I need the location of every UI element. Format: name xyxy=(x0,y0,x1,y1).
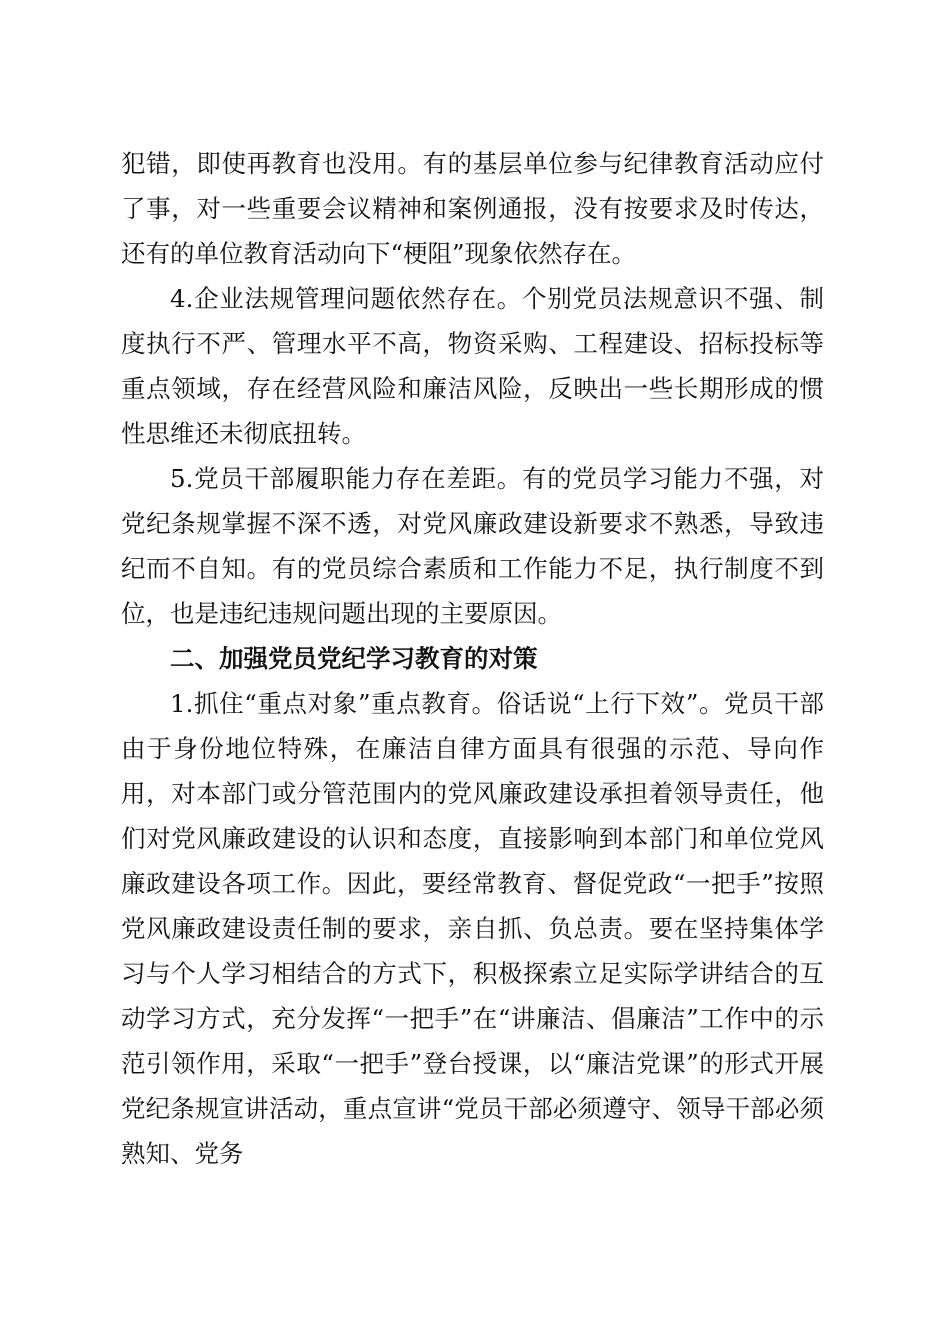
paragraph-capability-gap-issue: 5.党员干部履职能力存在差距。有的党员学习能力不强，对党纪条规掌握不深不透，对党风廉政建设新要求不熟悉，导致违纪而不自知。有的党员综合素质和工作能力不足，执行制度不到位，也是违纪违规问题出现的主要原因。 xyxy=(121,464,824,628)
document-page xyxy=(121,141,824,1176)
section-heading-countermeasures: 二、加强党员党纪学习教育的对策 xyxy=(170,644,538,673)
paragraph-enterprise-regulation-issue: 4.企业法规管理问题依然存在。个别党员法规意识不强、制度执行不严、管理水平不高，物资采购、工程建设、招标投标等重点领域，存在经营风险和廉洁风险，反映出一些长期形成的惯性思维还未彻底扭转。 xyxy=(121,284,824,448)
paragraph-key-target-education: 1.抓住“重点对象”重点教育。俗话说“上行下效”。党员干部由于身份地位特殊，在廉洁自律方面具有很强的示范、导向作用，对本部门或分管范围内的党风廉政建设承担着领导责任，他们对党风廉政建设的认识和态度，直接影响到本部门和单位党风廉政建设各项工作。因此，要经常教育、督促党政“一把手”按照党风廉政建设责任制的要求，亲自抓、负总责。要在坚持集体学习与个人学习相结合的方式下，积极探索立足实际学讲结合的互动学习方式，充分发挥“一把手”在“讲廉洁、倡廉洁”工作中的示范引领作用，采取“一把手”登台授课，以“廉洁党课”的形式开展党纪条规宣讲活动，重点宣讲“党员干部必须遵守、领导干部必须熟知、党务 xyxy=(121,689,824,1168)
paragraph-continuation: 犯错，即使再教育也没用。有的基层单位参与纪律教育活动应付了事，对一些重要会议精神和案例通报，没有按要求及时传达，还有的单位教育活动向下“梗阻”现象依然存在。 xyxy=(121,149,824,268)
